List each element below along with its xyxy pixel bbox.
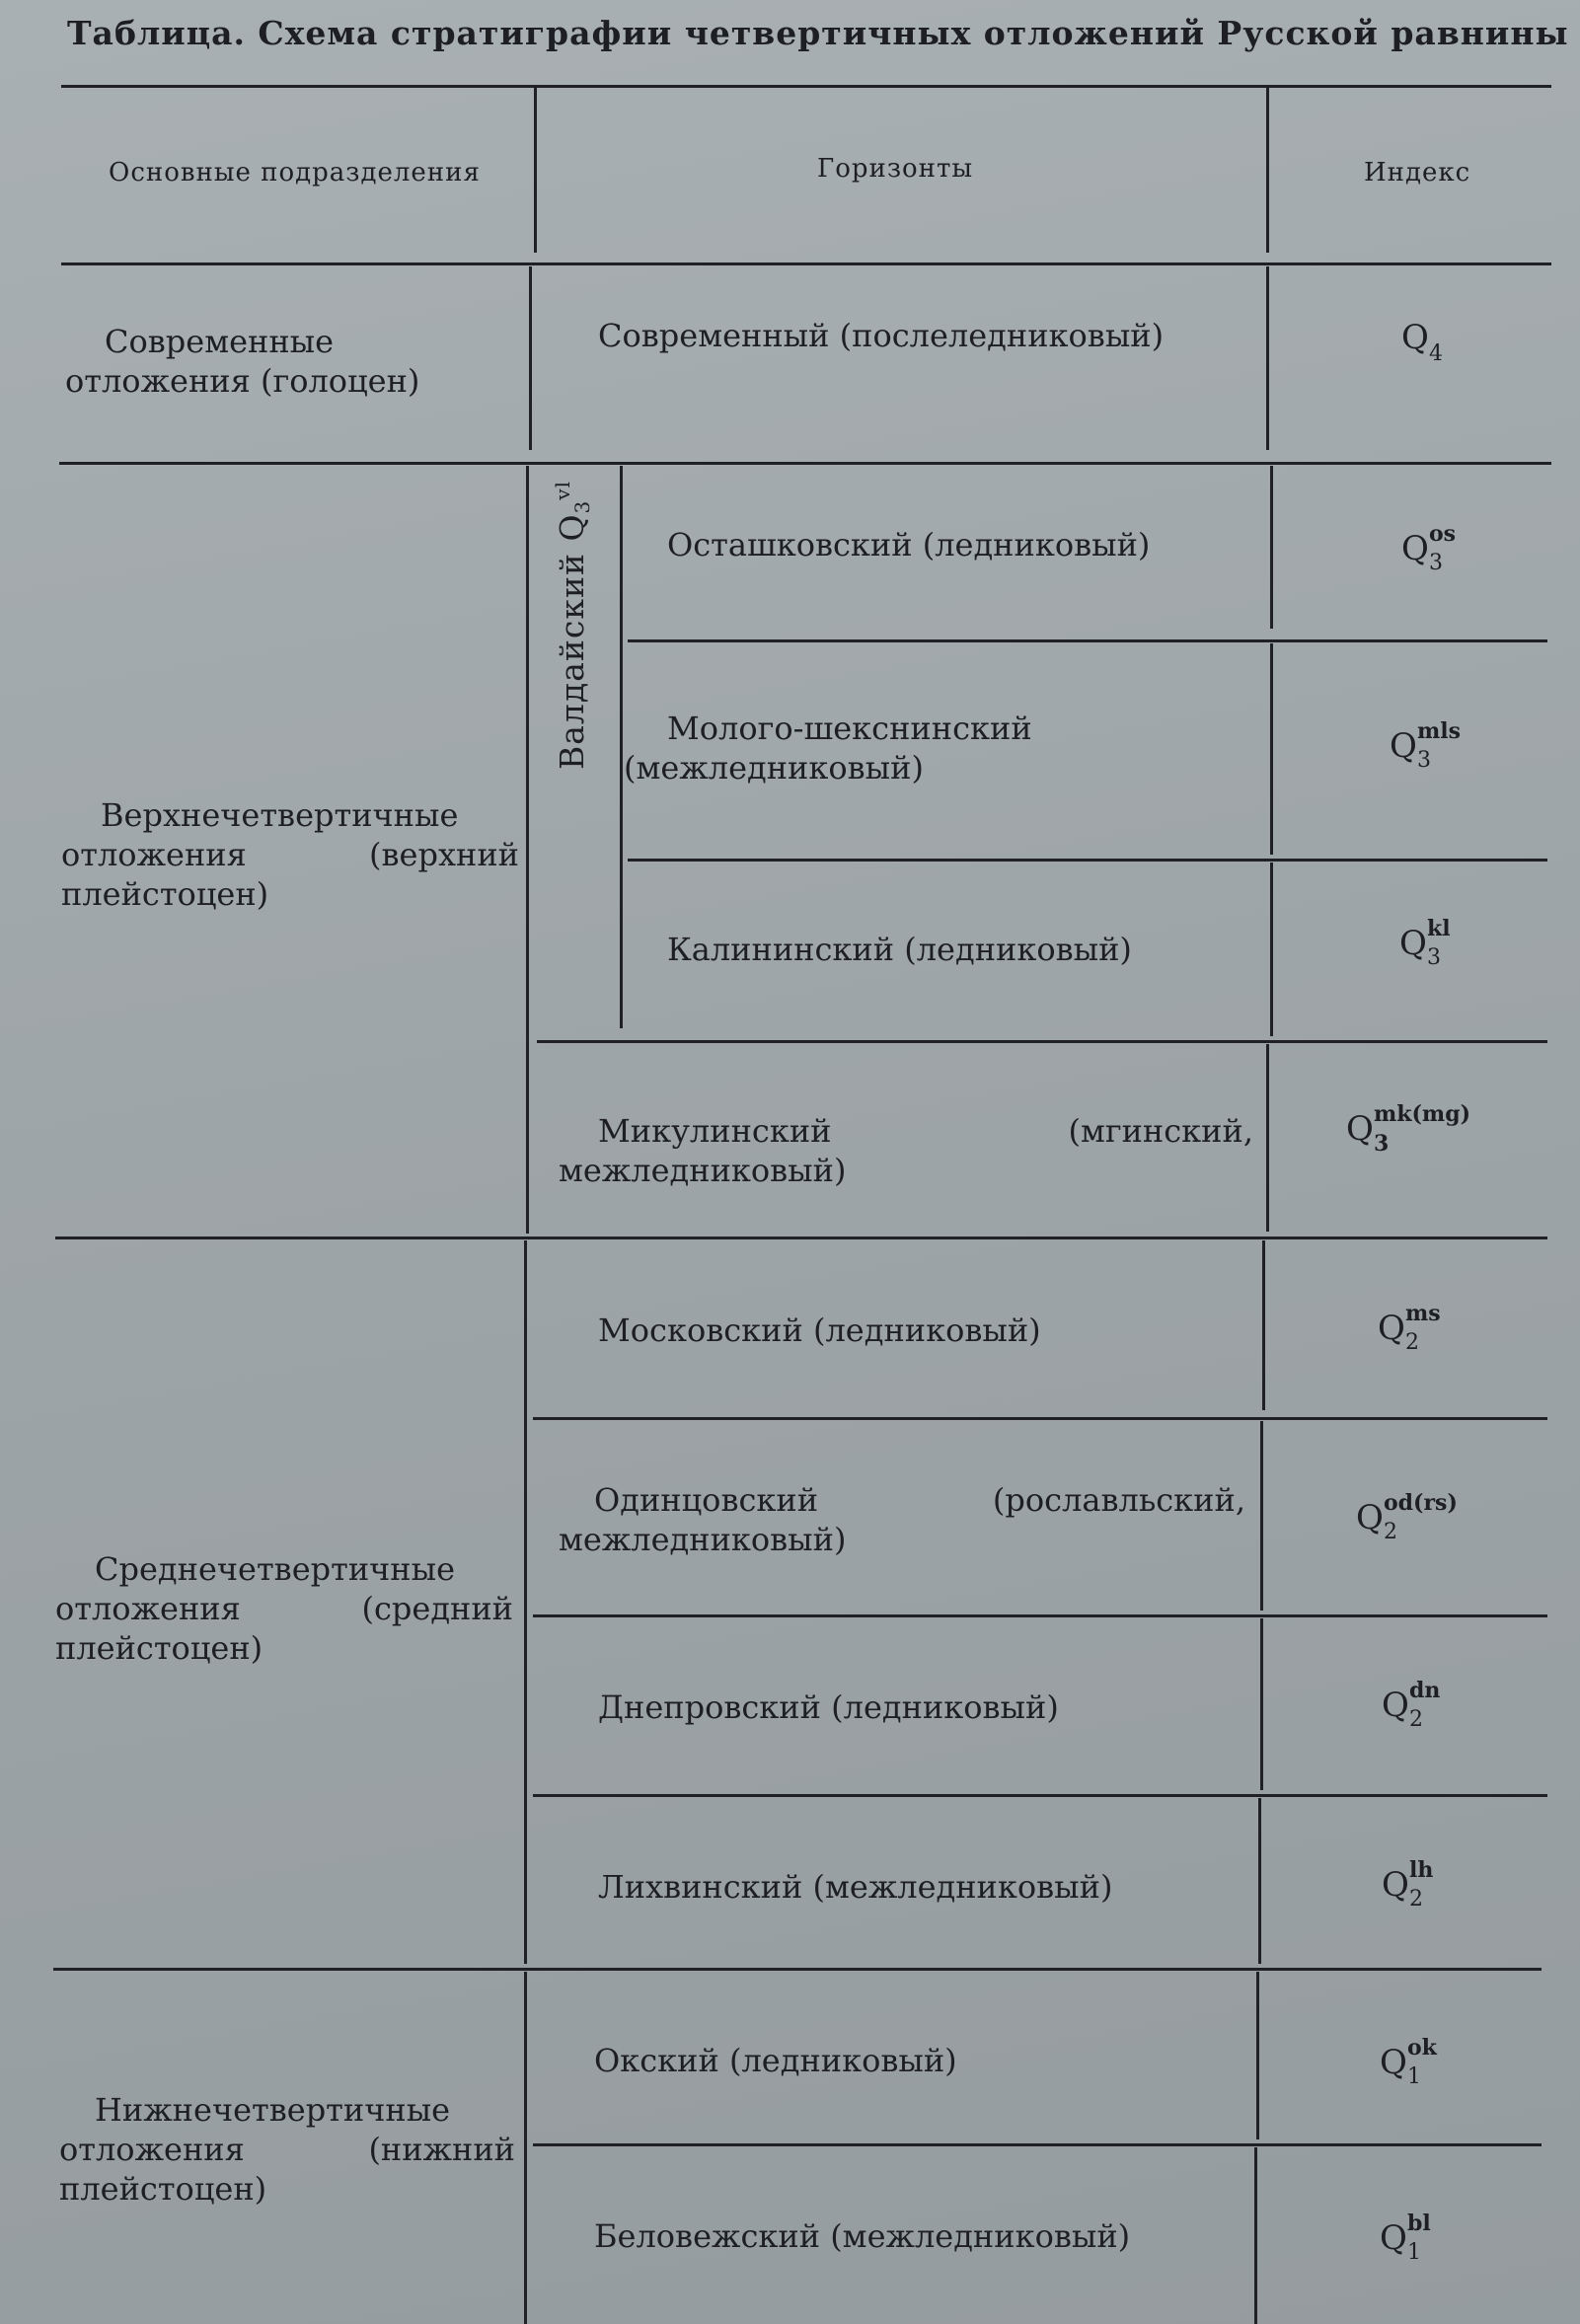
- rule-middle-bottom: [53, 1968, 1542, 1971]
- horizon-mikulino: Микулинский (мгинский, межледниковый): [559, 1112, 1253, 1189]
- rule-col-index: [1260, 1618, 1263, 1790]
- index-cell: Q mk(mg) 3: [1346, 1101, 1471, 1157]
- valdai-label-text: Валдайский Q: [553, 513, 591, 770]
- header-horizons: Горизонты: [817, 154, 974, 184]
- rule-ostashkov-bottom: [628, 639, 1547, 642]
- rule-col-divisions: [534, 87, 537, 253]
- rule-top: [61, 85, 1551, 88]
- index-cell: Q os 3: [1401, 521, 1457, 575]
- horizon-belovezh: Беловежский (межледниковый): [594, 2217, 1131, 2255]
- division-holocene: Современные отложения (голоцен): [65, 323, 420, 400]
- horizon-moscow: Московский (ледниковый): [598, 1312, 1041, 1349]
- division-middle-pleistocene: Среднечетвертичные отложения (средний плейстоцен): [55, 1550, 513, 1667]
- horizon-oka: Окский (ледниковый): [594, 2042, 957, 2079]
- header-divisions: Основные подразделения: [109, 158, 481, 187]
- rule-col-index: [1256, 1972, 1259, 2139]
- header-index: Индекс: [1364, 158, 1471, 187]
- valdai-label: [551, 481, 594, 770]
- index-cell: Q ok 1: [1380, 2035, 1437, 2089]
- rule-col-index: [1266, 266, 1269, 450]
- rule-col-divisions: [524, 1240, 527, 1964]
- index-cell: Q kl 3: [1399, 916, 1451, 970]
- rule-col-index: [1258, 1798, 1261, 1964]
- rule-odintsovo-bottom: [533, 1614, 1547, 1617]
- index-cell: Q dn 2: [1382, 1678, 1441, 1732]
- rule-dnepr-bottom: [533, 1794, 1547, 1797]
- horizon-dnepr: Днепровский (ледниковый): [598, 1688, 1059, 1726]
- index-cell: Q bl 1: [1380, 2211, 1431, 2265]
- rule-header-bottom: [61, 262, 1551, 265]
- rule-col-index: [1260, 1421, 1263, 1611]
- rule-col-index: [1270, 466, 1273, 629]
- horizon-odintsovo: Одинцовский (рославльский, межледниковый): [559, 1481, 1245, 1558]
- rule-col-index: [1254, 2147, 1257, 2324]
- index-cell: Q lh 2: [1382, 1857, 1434, 1912]
- horizon-mologo-sheksna: Молого-шекснинский (межледниковый): [624, 710, 1032, 787]
- horizon-sovremenny: Современный (послеледниковый): [598, 317, 1165, 354]
- division-lower-pleistocene: Нижнечетвертичные отложения (нижний плейстоцен): [59, 2091, 515, 2208]
- index-cell: Q 4: [1401, 318, 1443, 366]
- rule-col-index: [1270, 643, 1273, 855]
- rule-valdai-bottom: [537, 1040, 1547, 1043]
- rule-col-valdai: [620, 466, 623, 1028]
- index-cell: Q mls 3: [1390, 718, 1462, 773]
- valdai-sub: 3: [570, 499, 594, 514]
- rule-col-index: [1262, 1240, 1265, 1410]
- rule-col-divisions: [526, 466, 529, 1234]
- horizon-likhvin: Лихвинский (межледниковый): [598, 1868, 1113, 1906]
- rule-col-divisions: [529, 266, 532, 450]
- table-title: Таблица. Схема стратиграфии четвертичных отложений Русской равнины: [67, 14, 1569, 52]
- index-cell: Q od(rs) 2: [1356, 1490, 1458, 1544]
- rule-col-index: [1266, 87, 1269, 253]
- rule-holocene-bottom: [59, 462, 1551, 465]
- index-cell: Q ms 2: [1378, 1301, 1441, 1355]
- horizon-kalinin: Калининский (ледниковый): [667, 931, 1132, 968]
- rule-mologo-bottom: [628, 859, 1547, 862]
- rule-oka-bottom: [533, 2143, 1542, 2146]
- division-upper-pleistocene: Верхнечетвертичные отложения (верхний плейстоцен): [61, 796, 519, 913]
- rule-col-divisions: [524, 1972, 527, 2324]
- horizon-ostashkov: Осташковский (ледниковый): [667, 526, 1151, 563]
- valdai-sup: vl: [551, 481, 574, 500]
- rule-moscow-bottom: [533, 1417, 1547, 1420]
- rule-upper-bottom: [55, 1237, 1547, 1239]
- rule-col-index: [1270, 862, 1273, 1036]
- rule-col-index: [1266, 1044, 1269, 1232]
